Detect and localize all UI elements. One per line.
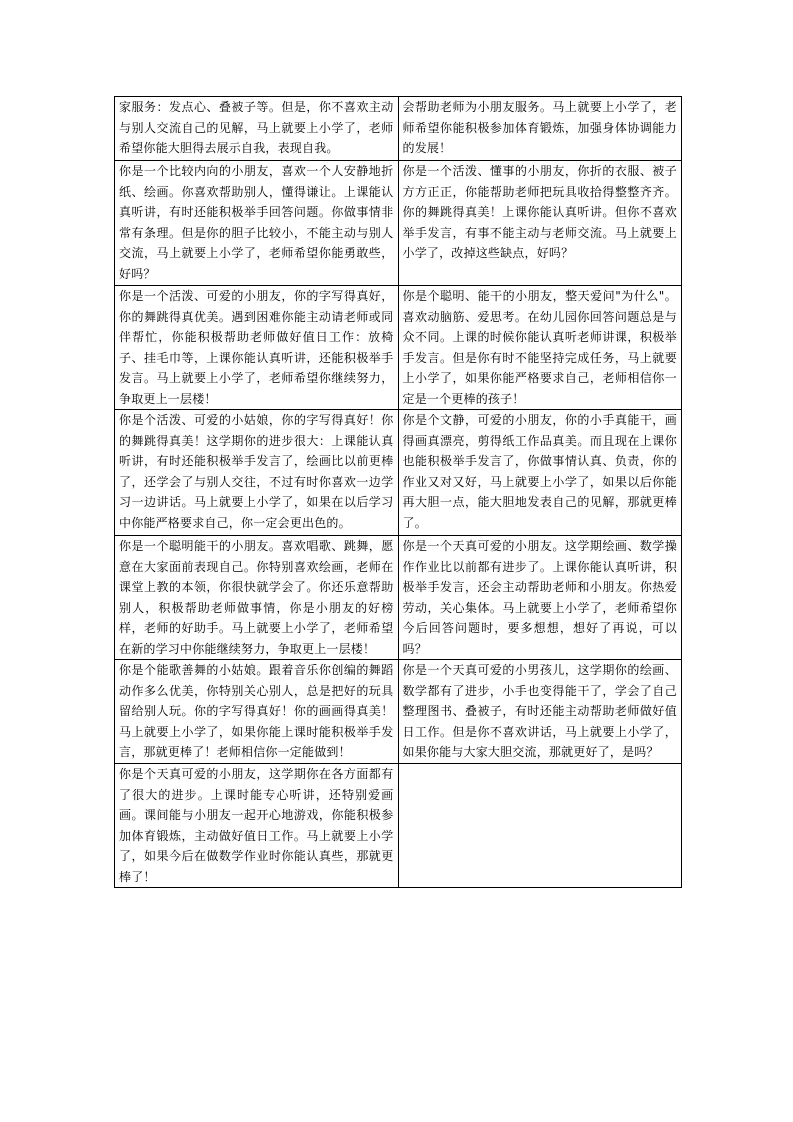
comment-cell: 你是个文静，可爱的小朋友，你的小手真能干，画得画真漂亮，剪得纸工作品真美。而且现在上课你也能积极举手发言了，你做事情认真、负责，你的作业又对又好，马上就要上小学了，如果以后你能再大胆一点，能大胆地发表自己的见解，那就更棒了。 — [398, 410, 682, 536]
comment-cell: 你是个聪明、能干的小朋友，整天爱问"为什么"。喜欢动脑筋、爱思考。在幼儿园你回答问题总是与众不同。上课的时候你能认真听老师讲课，积极举手发言。但是你有时不能坚持完成任务，马上就要上小学了，如果你能严格要求自己，老师相信你一定是一个更棒的孩子！ — [398, 286, 682, 410]
comment-cell: 你是一个活泼、可爱的小朋友，你的字写得真好，你的舞跳得真优美。遇到困难你能主动请老师或同伴帮忙，你能积极帮助老师做好值日工作：放椅子、挂毛巾等，上课你能认真听讲，还能积极举手发言。马上就要上小学了，老师希望你继续努力，争取更上一层楼！ — [115, 286, 399, 410]
table-row — [115, 410, 682, 536]
comment-cell: 你是个能歌善舞的小姑娘。跟着音乐你创编的舞蹈动作多么优美，你特别关心别人，总是把好的玩具留给别人玩。你的字写得真好！你的画画得真美！马上就要上小学了，如果你能上课时能积极举手发言，那就更棒了！老师相信你一定能做到！ — [115, 660, 399, 764]
table-row — [115, 161, 682, 286]
table-row — [115, 660, 682, 764]
table-row — [115, 764, 682, 888]
table-row — [115, 286, 682, 410]
empty-cell — [398, 764, 682, 888]
table-row — [115, 97, 682, 161]
comment-cell: 会帮助老师为小朋友服务。马上就要上小学了，老师希望你能积极参加体育锻炼，加强身体协调能力的发展！ — [398, 97, 682, 161]
comment-cell: 你是一个聪明能干的小朋友。喜欢唱歌、跳舞，愿意在大家面前表现自己。你特别喜欢绘画，老师在课堂上教的本领，你很快就学会了。你还乐意帮助别人，积极帮助老师做事情，你是小朋友的好榜样，老师的好助手。马上就要上小学了，老师希望在新的学习中你能继续努力，争取更上一层楼！ — [115, 536, 399, 660]
table-row — [115, 536, 682, 660]
comment-cell: 你是个天真可爱的小朋友，这学期你在各方面都有了很大的进步。上课时能专心听讲，还特别爱画画。课间能与小朋友一起开心地游戏，你能积极参加体育锻炼，主动做好值日工作。马上就要上小学了，如果今后在做数学作业时你能认真些，那就更棒了！ — [115, 764, 399, 888]
comment-cell: 你是一个活泼、懂事的小朋友，你折的衣服、被子方方正正，你能帮助老师把玩具收拾得整整齐齐。你的舞跳得真美！上课你能认真听讲。但你不喜欢举手发言，有事不能主动与老师交流。马上就要上小学了，改掉这些缺点，好吗？ — [398, 161, 682, 286]
comment-cell: 你是一个天真可爱的小男孩儿，这学期你的绘画、数学都有了进步，小手也变得能干了，学会了自己整理图书、叠被子，有时还能主动帮助老师做好值日工作。但是你不喜欢讲话，马上就要上小学了，如果你能与大家大胆交流，那就更好了，是吗？ — [398, 660, 682, 764]
comments-table — [114, 96, 682, 888]
comment-cell: 家服务：发点心、叠被子等。但是，你不喜欢主动与别人交流自己的见解，马上就要上小学了，老师希望你能大胆得去展示自我，表现自我。 — [115, 97, 399, 161]
comment-cell: 你是一个天真可爱的小朋友。这学期绘画、数学操作作业比以前都有进步了。上课你能认真听讲，积极举手发言，还会主动帮助老师和小朋友。你热爱劳动，关心集体。马上就要上小学了，老师希望你今后回答问题时，要多想想，想好了再说，可以吗？ — [398, 536, 682, 660]
comment-cell: 你是个活泼、可爱的小姑娘，你的字写得真好！你的舞跳得真美！这学期你的进步很大：上课能认真听讲，有时还能积极举手发言了，绘画比以前更棒了，还学会了与别人交往，不过有时你喜欢一边学习一边讲话。马上就要上小学了，如果在以后学习中你能严格要求自己，你一定会更出色的。 — [115, 410, 399, 536]
comment-cell: 你是一个比较内向的小朋友，喜欢一个人安静地折纸、绘画。你喜欢帮助别人，懂得谦让。上课能认真听讲，有时还能积极举手回答问题。你做事情非常有条理。但是你的胆子比较小，不能主动与别人交流，马上就要上小学了，老师希望你能勇敢些，好吗？ — [115, 161, 399, 286]
